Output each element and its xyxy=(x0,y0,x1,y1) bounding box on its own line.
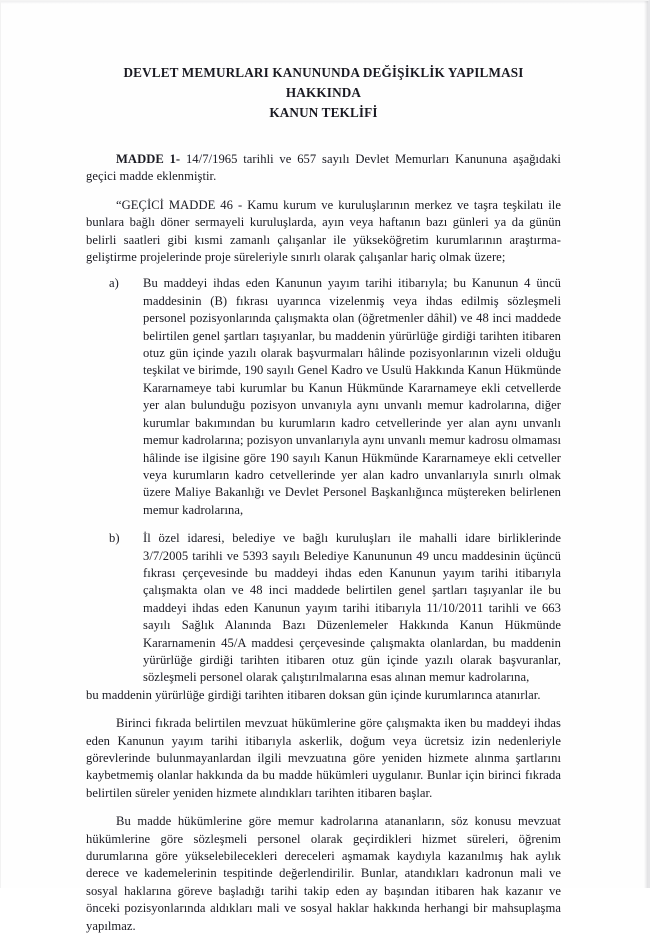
page-title-line-1: DEVLET MEMURLARI KANUNUNDA DEĞİŞİKLİK YAPILMASI HAKKINDA xyxy=(123,65,524,100)
clause-list xyxy=(86,275,561,686)
list-item-text: Bu maddeyi ihdas eden Kanunun yayım tarihi itibarıyla; bu Kanunun 4 üncü maddesinin (B) fıkrası uyarınca vizelenmiş veya ihdas edilmiş sözleşmeli personel pozisyonlarında çalışmakta olan (öğretmenler dâhil) ve 48 inci maddede belirtilen genel şartları taşıyanlar, bu maddenin yürürlüğe girdiği tarihten itibaren otuz gün içinde yazılı olarak başvurmaları hâlinde pozisyonlarının vizeli olduğu teşkilat ve birimde, 190 sayılı Genel Kadro ve Usulü Hakkında Kanun Hükmünde Kararnameye tabi kurumlar bu Kanun Hükmünde Kararnameye ekli cetvellerde yer alan bulunduğu pozisyon unvanıyla aynı unvanlı memur kadrolarına, diğer kurumlar bakımından bu kurumların kadro cetvellerinde yer alan aynı unvanlı memur kadrolarına; pozisyon unvanlarıyla aynı unvanlı memur kadrosu olmaması hâlinde ise ilgisine göre 190 sayılı Kanun Hükmünde Kararnameye ekli cetveller veya kurumların kadro cetvellerinde yer alan kadro unvanlarıyla sınırlı olmak üzere Maliye Bakanlığı ve Devlet Personel Başkanlığınca müştereken belirlenen memur kadrolarına, xyxy=(143,276,561,517)
spacer-4 xyxy=(86,802,561,813)
document-body xyxy=(86,63,561,935)
list-item-text: İl özel idaresi, belediye ve bağlı kuruluşları ile mahalli idare birliklerinde 3/7/2005 tarihli ve 5393 sayılı Belediye Kanununun 49 uncu maddesinin üçüncü fıkrası çerçevesinde bu maddeyi ihdas eden Kanunun yayım tarihi itibarıyla çalışmakta olan ve 48 inci maddede belirtilen genel şartları taşıyanlar ile bu maddeyi ihdas eden Kanunun yayım tarihi itibarıyla 11/10/2011 tarihli ve 663 sayılı Sağlık Alanında Bazı Düzenlemeler Hakkında Kanun Hükmünde Kararnamenin 45/A maddesi çerçevesinde çalışmakta olanlardan, bu maddenin yürürlüğe girdiği tarihten itibaren otuz gün içinde yazılı olarak başvuranlar, sözleşmeli personel olarak çalıştırılmalarına esas alınan memur kadrolarına, xyxy=(143,531,561,685)
clause-list-closing: bu maddenin yürürlüğe girdiği tarihten itibaren doksan gün içinde kurumlarınca atanırlar. xyxy=(86,687,541,702)
list-item xyxy=(109,530,561,687)
spacer-1 xyxy=(86,186,561,197)
list-item-marker: a) xyxy=(109,276,119,291)
spacer-2 xyxy=(86,266,561,275)
article-intro-text: 14/7/1965 tarihli ve 657 sayılı Devlet Memurları Kanununa aşağıdaki geçici madde eklenmiştir. xyxy=(86,152,561,184)
list-item-marker: b) xyxy=(109,531,120,546)
paragraph-3: Birinci fıkrada belirtilen mevzuat hükümlerine göre çalışmakta iken bu maddeyi ihdas eden Kanunun yayım tarihi itibarıyla askerlik, doğum veya ücretsiz izin nedenleriyle görevlerinde bulunmayanlardan ilgili mevzuatına göre yeniden hizmete alınma şartlarını kaybetmemiş olanlar hakkında da bu madde hükümleri uygulanır. Bunlar için birinci fıkrada belirtilen süreler yeniden hizmete alındıkları tarihten itibaren başlar. xyxy=(86,716,561,800)
scan-edge-top xyxy=(1,1,648,4)
spacer-3 xyxy=(86,704,561,715)
list-item xyxy=(109,275,561,519)
page-title xyxy=(86,63,561,123)
spacer-after-title xyxy=(86,123,561,151)
paragraph-4: Bu madde hükümlerine göre memur kadrolarına atananların, söz konusu mevzuat hükümlerine göre sözleşmeli personel olarak geçirdikleri hizmet süreleri, öğrenim durumlarına göre yükselebilecekleri dereceleri aşmamak kaydıyla kazanılmış hak aylık derece ve kademelerinin tespitinde değerlendirilir. Bunlar, atandıkları kadronun mali ve sosyal haklarına göreve başladığı tarihi takip eden ay başından itibaren hak kazanır ve önceki pozisyonlarında aldıkları mali ve sosyal haklar hakkında herhangi bir mahsuplaşma yapılmaz. xyxy=(86,814,561,933)
provisional-article-paragraph: “GEÇİCİ MADDE 46 - Kamu kurum ve kuruluşlarının merkez ve taşra teşkilatı ile bunlara bağlı döner sermayeli kuruluşlarda, ayın veya haftanın bazı günleri ya da günün belirli saatleri gibi kısmi zamanlı çalışanlar ile yükseköğretim kurumlarının araştırma-geliştirme projelerinde proje süreleriyle sınırlı olarak çalışanlar hariç olmak üzere; xyxy=(86,197,561,265)
article-1-paragraph xyxy=(86,151,561,186)
scan-edge-right xyxy=(644,1,648,888)
page-title-line-2: KANUN TEKLİFİ xyxy=(269,105,378,120)
article-label: MADDE 1- xyxy=(116,152,181,166)
